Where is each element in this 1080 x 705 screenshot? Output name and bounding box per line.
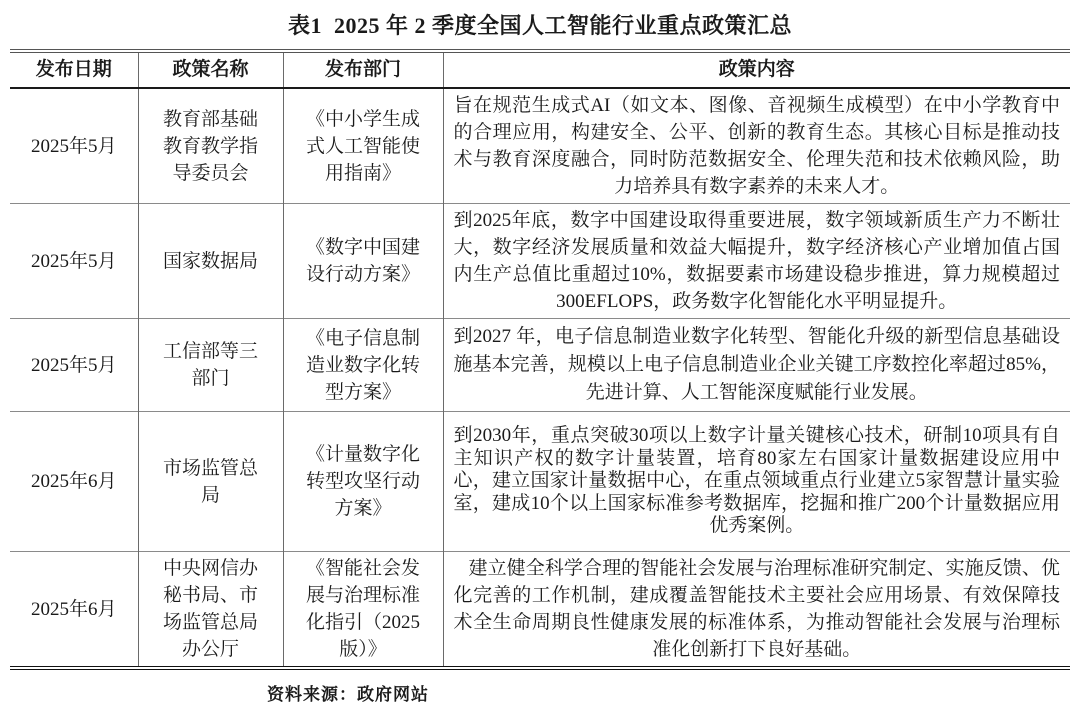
policy-summary-table [10, 49, 1070, 670]
cell-publish-date: 2025年5月 [30, 135, 117, 157]
cell-publish-department: 《中小学生成式人工智能使用指南》 [283, 88, 443, 204]
cell-publish-department: 《智能社会发展与治理标准化指引（2025版）》 [283, 552, 443, 669]
column-header-publish-date: 发布日期 [10, 51, 138, 88]
cell-policy-name: 国家数据局 [138, 204, 283, 319]
cell-policy-name: 市场监管总局 [138, 412, 283, 552]
cell-publish-department: 《数字中国建设行动方案》 [283, 204, 443, 319]
cell-policy-content: 到2027 年，电子信息制造业数字化转型、智能化升级的新型信息基础设施基本完善，规模以上电子信息制造业企业关键工序数控化率超过85%，先进计算、人工智能深度赋能行业发展。 [443, 319, 1070, 412]
cell-policy-content: 旨在规范生成式AI（如文本、图像、音视频生成模型）在中小学教育中的合理应用，构建安全、公平、创新的教育生态。其核心目标是推动技术与教育深度融合，同时防范数据安全、伦理失范和技术依赖风险，助力培养具有数字素养的未来人才。 [443, 88, 1070, 204]
table-title: 表1 2025 年 2 季度全国人工智能行业重点政策汇总 [287, 13, 792, 38]
cell-publish-date: 2025年6月 [10, 552, 138, 669]
cell-publish-date: 2025年6月 [10, 412, 138, 552]
column-header-policy-name: 政策名称 [138, 51, 283, 88]
table-row [10, 88, 1070, 204]
cell-publish-date: 2025年5月 [10, 204, 138, 319]
cell-publish-department: 《计量数字化转型攻坚行动方案》 [283, 412, 443, 552]
table-header-row [10, 51, 1070, 88]
cell-publish-department: 《电子信息制造业数字化转型方案》 [283, 319, 443, 412]
cell-policy-name: 教育部基础教育教学指导委员会 [138, 88, 283, 204]
cell-publish-date: 2025年5月 [10, 319, 138, 412]
column-header-policy-content: 政策内容 [443, 51, 1070, 88]
cell-policy-content: 建立健全科学合理的智能社会发展与治理标准研究制定、实施反馈、优化完善的工作机制，建成覆盖智能技术主要社会应用场景、有效保障技术全生命周期良性健康发展的标准体系，为推动智能社会发展与治理标准化创新打下良好基础。 [443, 552, 1070, 669]
data-source-note: 资料来源：政府网站 [267, 685, 429, 704]
cell-policy-name: 中央网信办秘书局、市场监管总局办公厅 [138, 552, 283, 669]
column-header-publish-department: 发布部门 [283, 51, 443, 88]
table-row [10, 204, 1070, 319]
cell-policy-name: 工信部等三部门 [138, 319, 283, 412]
cell-policy-content: 到2025年底，数字中国建设取得重要进展，数字领域新质生产力不断壮大，数字经济发展质量和效益大幅提升，数字经济核心产业增加值占国内生产总值比重超过10%，数据要素市场建设稳步推进，算力规模超过300EFLOPS，政务数字化智能化水平明显提升。 [443, 204, 1070, 319]
table-row [10, 319, 1070, 412]
table-row [10, 552, 1070, 669]
table-row [10, 412, 1070, 552]
cell-policy-content: 到2030年，重点突破30项以上数字计量关键核心技术，研制10项具有自主知识产权的数字计量装置，培育80家左右国家计量数据建设应用中心，建立国家计量数据中心，在重点领域重点行业建立5家智慧计量实验室，建成10个以上国家标准参考数据库，挖掘和推广200个计量数据应用优秀案例。 [443, 412, 1070, 552]
